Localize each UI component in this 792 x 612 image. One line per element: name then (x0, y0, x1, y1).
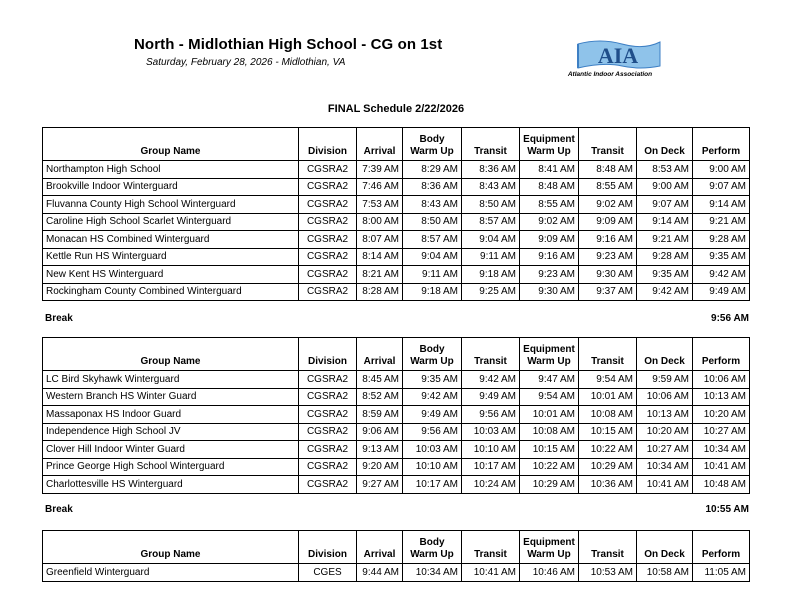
time-cell: 8:43 AM (403, 196, 462, 214)
time-cell: 8:57 AM (462, 213, 520, 231)
time-cell: 10:10 AM (462, 441, 520, 459)
time-cell: 9:02 AM (579, 196, 637, 214)
division-cell: CGSRA2 (299, 441, 357, 459)
division-cell: CGSRA2 (299, 371, 357, 389)
time-cell: 9:54 AM (579, 371, 637, 389)
time-cell: 9:04 AM (462, 231, 520, 249)
time-cell: 8:52 AM (357, 388, 403, 406)
time-cell: 9:21 AM (693, 213, 750, 231)
time-cell: 8:59 AM (357, 406, 403, 424)
time-cell: 10:36 AM (579, 476, 637, 494)
logo-letters: AIA (597, 43, 639, 68)
column-header: Transit (462, 128, 520, 161)
column-header: On Deck (637, 128, 693, 161)
column-header: Arrival (357, 128, 403, 161)
time-cell: 9:42 AM (403, 388, 462, 406)
division-cell: CGSRA2 (299, 266, 357, 284)
time-cell: 10:27 AM (637, 441, 693, 459)
time-cell: 8:21 AM (357, 266, 403, 284)
table-row (43, 161, 750, 179)
break-row (45, 313, 749, 324)
time-cell: 11:05 AM (693, 564, 750, 582)
break-label: Break (45, 313, 73, 324)
time-cell: 10:20 AM (693, 406, 750, 424)
time-cell: 10:29 AM (520, 476, 579, 494)
time-cell: 9:56 AM (403, 423, 462, 441)
column-header: Transit (462, 338, 520, 371)
time-cell: 10:17 AM (462, 458, 520, 476)
time-cell: 9:04 AM (403, 248, 462, 266)
time-cell: 8:53 AM (637, 161, 693, 179)
time-cell: 9:21 AM (637, 231, 693, 249)
time-cell: 8:14 AM (357, 248, 403, 266)
time-cell: 9:18 AM (462, 266, 520, 284)
division-cell: CGES (299, 564, 357, 582)
time-cell: 9:49 AM (403, 406, 462, 424)
schedule-table (42, 530, 750, 582)
time-cell: 10:13 AM (637, 406, 693, 424)
time-cell: 9:56 AM (462, 406, 520, 424)
column-header: Transit (579, 338, 637, 371)
group-name-cell: Caroline High School Scarlet Winterguard (43, 213, 299, 231)
time-cell: 9:16 AM (520, 248, 579, 266)
time-cell: 10:15 AM (520, 441, 579, 459)
break-row (45, 504, 749, 515)
group-name-cell: New Kent HS Winterguard (43, 266, 299, 284)
time-cell: 8:48 AM (520, 178, 579, 196)
column-header: Division (299, 338, 357, 371)
column-header: Group Name (43, 338, 299, 371)
time-cell: 8:45 AM (357, 371, 403, 389)
time-cell: 9:07 AM (637, 196, 693, 214)
time-cell: 10:03 AM (403, 441, 462, 459)
group-name-cell: Massaponax HS Indoor Guard (43, 406, 299, 424)
column-header: Arrival (357, 531, 403, 564)
table-row (43, 458, 750, 476)
time-cell: 9:37 AM (579, 283, 637, 301)
time-cell: 10:41 AM (693, 458, 750, 476)
event-subtitle: Saturday, February 28, 2026 - Midlothian, VA (146, 57, 346, 68)
column-header: On Deck (637, 338, 693, 371)
time-cell: 9:28 AM (637, 248, 693, 266)
column-header: Perform (693, 531, 750, 564)
time-cell: 10:08 AM (579, 406, 637, 424)
time-cell: 10:17 AM (403, 476, 462, 494)
time-cell: 9:28 AM (693, 231, 750, 249)
time-cell: 9:11 AM (462, 248, 520, 266)
time-cell: 9:30 AM (579, 266, 637, 284)
time-cell: 7:39 AM (357, 161, 403, 179)
time-cell: 10:20 AM (637, 423, 693, 441)
break-label: Break (45, 504, 73, 515)
group-name-cell: Northampton High School (43, 161, 299, 179)
time-cell: 9:35 AM (403, 371, 462, 389)
time-cell: 10:41 AM (637, 476, 693, 494)
time-cell: 8:50 AM (462, 196, 520, 214)
time-cell: 9:00 AM (693, 161, 750, 179)
column-header: Body Warm Up (403, 128, 462, 161)
table-row (43, 248, 750, 266)
division-cell: CGSRA2 (299, 196, 357, 214)
division-cell: CGSRA2 (299, 476, 357, 494)
group-name-cell: Rockingham County Combined Winterguard (43, 283, 299, 301)
time-cell: 10:41 AM (462, 564, 520, 582)
time-cell: 9:13 AM (357, 441, 403, 459)
division-cell: CGSRA2 (299, 248, 357, 266)
time-cell: 9:11 AM (403, 266, 462, 284)
time-cell: 10:58 AM (637, 564, 693, 582)
table-row (43, 441, 750, 459)
schedule-table (42, 337, 750, 494)
column-header: Group Name (43, 128, 299, 161)
break-time: 10:55 AM (705, 504, 749, 515)
time-cell: 10:15 AM (579, 423, 637, 441)
time-cell: 9:18 AM (403, 283, 462, 301)
time-cell: 9:54 AM (520, 388, 579, 406)
time-cell: 8:57 AM (403, 231, 462, 249)
time-cell: 9:47 AM (520, 371, 579, 389)
group-name-cell: Kettle Run HS Winterguard (43, 248, 299, 266)
group-name-cell: Fluvanna County High School Winterguard (43, 196, 299, 214)
logo-caption: Atlantic Indoor Association (567, 71, 653, 78)
table-row (43, 231, 750, 249)
table-row (43, 283, 750, 301)
time-cell: 9:00 AM (637, 178, 693, 196)
column-header: Body Warm Up (403, 531, 462, 564)
group-name-cell: Monacan HS Combined Winterguard (43, 231, 299, 249)
time-cell: 9:49 AM (462, 388, 520, 406)
time-cell: 9:49 AM (693, 283, 750, 301)
time-cell: 10:24 AM (462, 476, 520, 494)
time-cell: 10:06 AM (637, 388, 693, 406)
time-cell: 9:09 AM (579, 213, 637, 231)
time-cell: 8:50 AM (403, 213, 462, 231)
table-row (43, 423, 750, 441)
time-cell: 9:23 AM (520, 266, 579, 284)
time-cell: 8:55 AM (520, 196, 579, 214)
column-header: Division (299, 531, 357, 564)
time-cell: 9:30 AM (520, 283, 579, 301)
time-cell: 9:25 AM (462, 283, 520, 301)
division-cell: CGSRA2 (299, 283, 357, 301)
time-cell: 8:36 AM (462, 161, 520, 179)
time-cell: 8:29 AM (403, 161, 462, 179)
schedule-title: FINAL Schedule 2/22/2026 (327, 103, 465, 115)
group-name-cell: Prince George High School Winterguard (43, 458, 299, 476)
group-name-cell: Western Branch HS Winter Guard (43, 388, 299, 406)
time-cell: 9:35 AM (637, 266, 693, 284)
time-cell: 8:55 AM (579, 178, 637, 196)
time-cell: 10:34 AM (637, 458, 693, 476)
time-cell: 9:23 AM (579, 248, 637, 266)
column-header: Transit (579, 128, 637, 161)
break-time: 9:56 AM (711, 313, 749, 324)
time-cell: 9:42 AM (693, 266, 750, 284)
division-cell: CGSRA2 (299, 161, 357, 179)
table-row (43, 371, 750, 389)
time-cell: 10:01 AM (520, 406, 579, 424)
time-cell: 10:34 AM (693, 441, 750, 459)
column-header: On Deck (637, 531, 693, 564)
time-cell: 9:14 AM (637, 213, 693, 231)
time-cell: 10:22 AM (520, 458, 579, 476)
table-row (43, 564, 750, 582)
column-header: Arrival (357, 338, 403, 371)
column-header: Equipment Warm Up (520, 338, 579, 371)
table-row (43, 266, 750, 284)
time-cell: 8:48 AM (579, 161, 637, 179)
time-cell: 9:02 AM (520, 213, 579, 231)
time-cell: 9:07 AM (693, 178, 750, 196)
division-cell: CGSRA2 (299, 213, 357, 231)
table-row (43, 178, 750, 196)
time-cell: 8:07 AM (357, 231, 403, 249)
time-cell: 8:36 AM (403, 178, 462, 196)
time-cell: 9:42 AM (637, 283, 693, 301)
time-cell: 9:20 AM (357, 458, 403, 476)
time-cell: 8:41 AM (520, 161, 579, 179)
time-cell: 8:00 AM (357, 213, 403, 231)
time-cell: 10:34 AM (403, 564, 462, 582)
column-header: Perform (693, 338, 750, 371)
time-cell: 8:28 AM (357, 283, 403, 301)
division-cell: CGSRA2 (299, 231, 357, 249)
group-name-cell: Charlottesville HS Winterguard (43, 476, 299, 494)
time-cell: 9:59 AM (637, 371, 693, 389)
time-cell: 10:08 AM (520, 423, 579, 441)
time-cell: 9:27 AM (357, 476, 403, 494)
table-row (43, 388, 750, 406)
time-cell: 9:16 AM (579, 231, 637, 249)
time-cell: 8:43 AM (462, 178, 520, 196)
division-cell: CGSRA2 (299, 178, 357, 196)
time-cell: 7:53 AM (357, 196, 403, 214)
column-header: Group Name (43, 531, 299, 564)
time-cell: 10:22 AM (579, 441, 637, 459)
event-title: North - Midlothian High School - CG on 1st (134, 36, 443, 53)
division-cell: CGSRA2 (299, 423, 357, 441)
time-cell: 10:27 AM (693, 423, 750, 441)
group-name-cell: Independence High School JV (43, 423, 299, 441)
division-cell: CGSRA2 (299, 458, 357, 476)
division-cell: CGSRA2 (299, 406, 357, 424)
time-cell: 10:13 AM (693, 388, 750, 406)
time-cell: 9:44 AM (357, 564, 403, 582)
time-cell: 10:10 AM (403, 458, 462, 476)
table-row (43, 213, 750, 231)
time-cell: 9:09 AM (520, 231, 579, 249)
table-row (43, 476, 750, 494)
time-cell: 10:29 AM (579, 458, 637, 476)
column-header: Transit (579, 531, 637, 564)
time-cell: 10:53 AM (579, 564, 637, 582)
division-cell: CGSRA2 (299, 388, 357, 406)
time-cell: 9:06 AM (357, 423, 403, 441)
group-name-cell: Clover Hill Indoor Winter Guard (43, 441, 299, 459)
time-cell: 7:46 AM (357, 178, 403, 196)
column-header: Transit (462, 531, 520, 564)
time-cell: 9:35 AM (693, 248, 750, 266)
group-name-cell: LC Bird Skyhawk Winterguard (43, 371, 299, 389)
group-name-cell: Greenfield Winterguard (43, 564, 299, 582)
time-cell: 10:03 AM (462, 423, 520, 441)
column-header: Body Warm Up (403, 338, 462, 371)
time-cell: 10:46 AM (520, 564, 579, 582)
column-header: Equipment Warm Up (520, 531, 579, 564)
table-row (43, 196, 750, 214)
table-row (43, 406, 750, 424)
time-cell: 10:48 AM (693, 476, 750, 494)
schedule-table (42, 127, 750, 301)
group-name-cell: Brookville Indoor Winterguard (43, 178, 299, 196)
column-header: Perform (693, 128, 750, 161)
time-cell: 10:06 AM (693, 371, 750, 389)
column-header: Division (299, 128, 357, 161)
time-cell: 10:01 AM (579, 388, 637, 406)
column-header: Equipment Warm Up (520, 128, 579, 161)
time-cell: 9:14 AM (693, 196, 750, 214)
time-cell: 9:42 AM (462, 371, 520, 389)
